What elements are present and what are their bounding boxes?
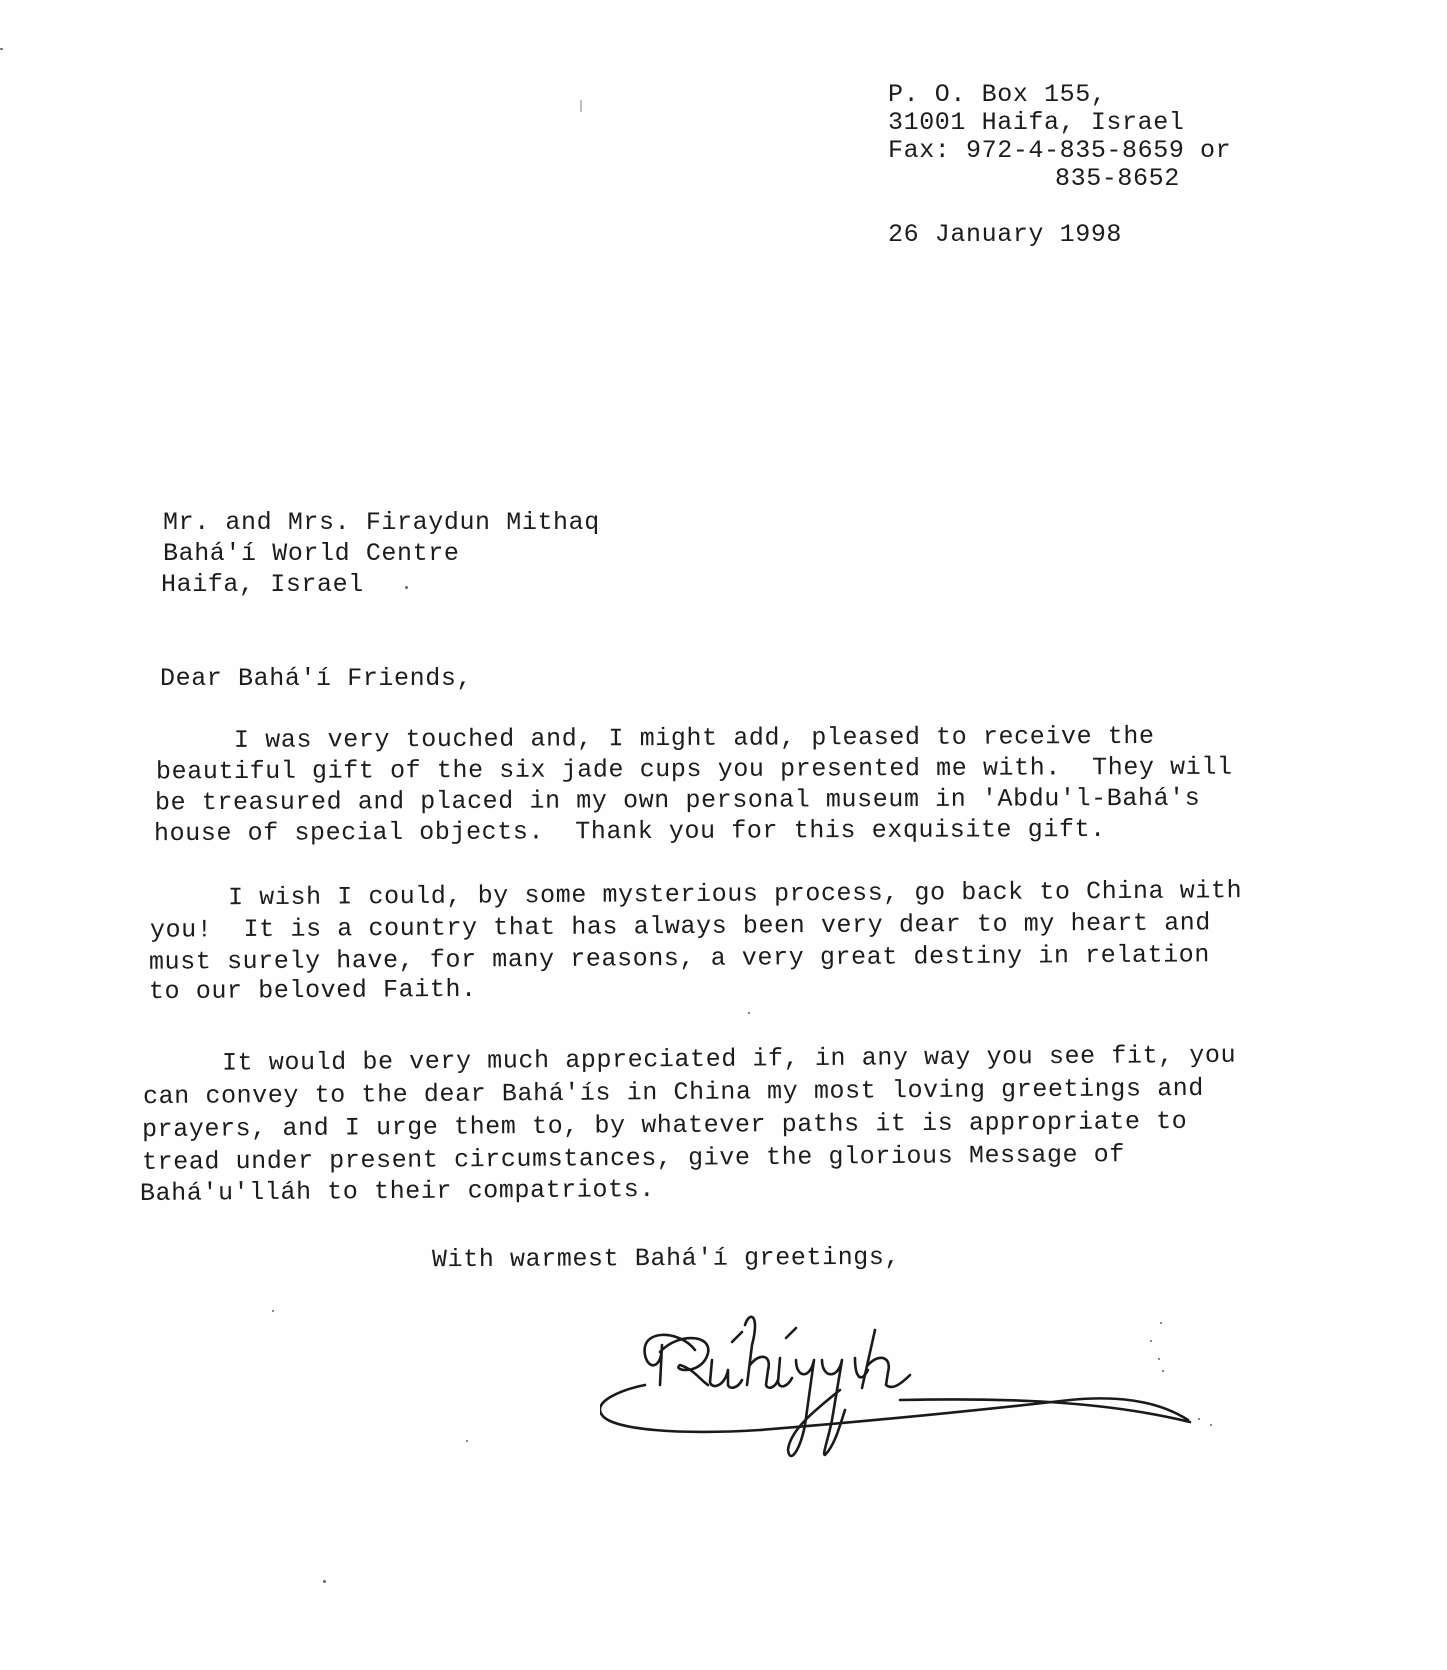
closing: With warmest Bahá'í greetings, xyxy=(431,1242,901,1275)
recipient-organization: Bahá'í World Centre xyxy=(163,539,460,568)
body-line: to our beloved Faith. xyxy=(148,974,477,1007)
body-line: be treasured and placed in my own personal museum in 'Abdu'l-Bahá's xyxy=(154,783,1201,818)
sender-fax-line: Fax: 972-4-835-8659 or xyxy=(888,136,1232,165)
scan-speck xyxy=(466,1440,468,1442)
scan-speck xyxy=(1162,1370,1164,1372)
body-line: It would be very much appreciated if, in any way you see fit, you xyxy=(143,1040,1237,1079)
scan-speck xyxy=(580,100,582,112)
scan-speck xyxy=(0,48,3,50)
recipient-name: Mr. and Mrs. Firaydun Mithaq xyxy=(163,508,600,537)
body-line: I was very touched and, I might add, pleased to receive the xyxy=(155,721,1155,756)
scan-speck xyxy=(748,1012,750,1014)
scan-speck xyxy=(1210,1424,1212,1426)
recipient-city: Haifa, Israel xyxy=(161,570,364,599)
signature xyxy=(600,1290,1240,1480)
sender-address-line-2: 31001 Haifa, Israel xyxy=(888,108,1185,137)
body-line: beautiful gift of the six jade cups you presented me with. They will xyxy=(155,752,1233,787)
scan-speck xyxy=(323,1580,326,1583)
body-line: you! It is a country that has always been very dear to my heart and xyxy=(149,908,1212,945)
body-line: I wish I could, by some mysterious process, go back to China with xyxy=(149,876,1243,913)
body-line: can convey to the dear Bahá'ís in China my most loving greetings and xyxy=(142,1073,1205,1112)
salutation: Dear Bahá'í Friends, xyxy=(160,664,473,693)
body-line: must surely have, for many reasons, a very great destiny in relation xyxy=(148,940,1211,977)
scan-speck xyxy=(1160,1322,1162,1324)
body-line: prayers, and I urge them to, by whatever paths it is appropriate to xyxy=(141,1106,1188,1145)
body-line: Bahá'u'lláh to their compatriots. xyxy=(139,1174,655,1209)
body-line: tread under present circumstances, give the glorious Message of xyxy=(141,1140,1126,1177)
body-line: house of special objects. Thank you for this exquisite gift. xyxy=(153,814,1106,849)
sender-fax-line-2: 835-8652 xyxy=(1055,164,1180,193)
scan-speck xyxy=(405,586,408,589)
scan-speck xyxy=(272,1310,274,1312)
letter-date: 26 January 1998 xyxy=(888,220,1123,249)
scan-speck xyxy=(1150,1340,1152,1342)
sender-address-line-1: P. O. Box 155, xyxy=(888,80,1107,109)
scan-speck xyxy=(1158,1358,1160,1360)
scan-speck xyxy=(1198,1418,1200,1420)
